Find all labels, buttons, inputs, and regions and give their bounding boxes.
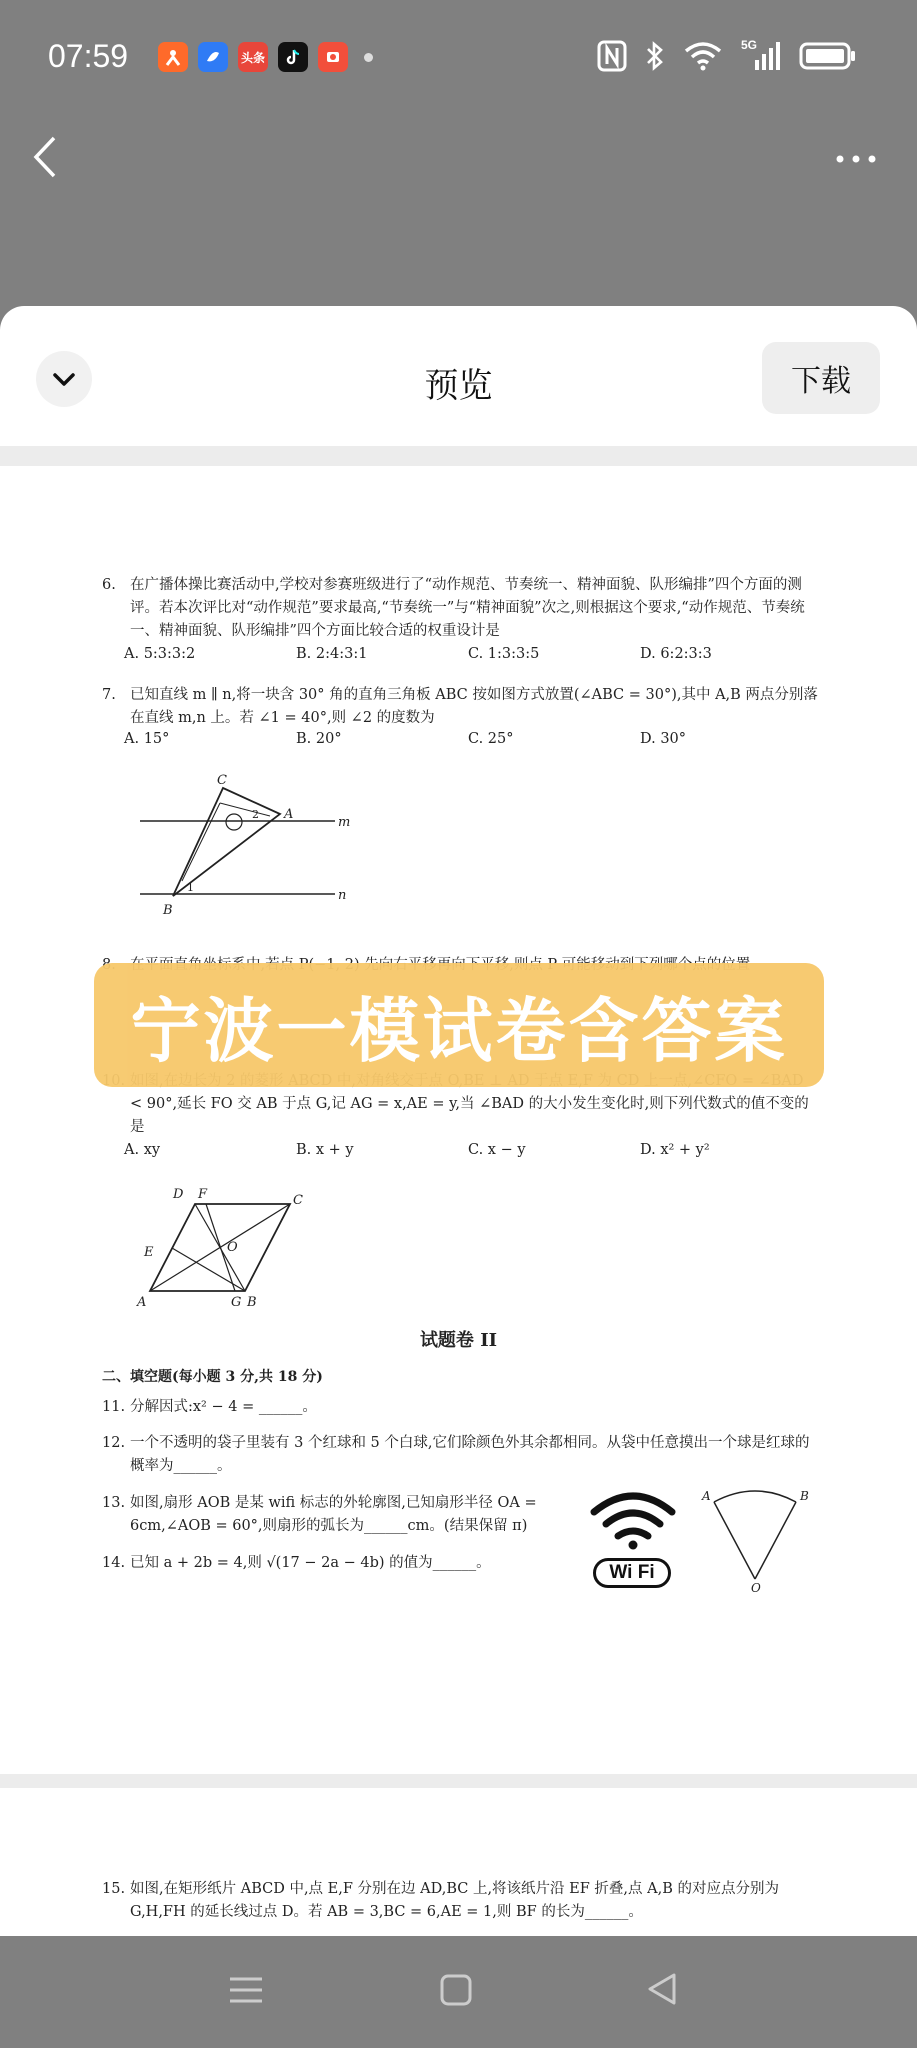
label-f: F xyxy=(198,1187,208,1202)
label-a: A xyxy=(137,1295,147,1310)
triangle-figure xyxy=(135,766,355,941)
option-c: C. 1:3:3:5 xyxy=(468,646,540,662)
home-button[interactable] xyxy=(440,1974,472,2010)
label-n: n xyxy=(338,888,347,903)
clock: 07:59 xyxy=(48,38,129,74)
back-button[interactable] xyxy=(30,132,60,186)
network-type-label: 5G xyxy=(741,38,758,52)
label-d: D xyxy=(173,1187,184,1202)
wifi-icon xyxy=(588,1488,678,1550)
label-angle-1: 1 xyxy=(187,881,194,894)
label-e: E xyxy=(144,1245,154,1260)
label-g: G xyxy=(231,1295,242,1310)
more-notifications-dot xyxy=(364,53,373,62)
question-number: 14. xyxy=(102,1555,126,1571)
app-icon-2 xyxy=(198,42,228,72)
app-icon-5 xyxy=(318,42,348,72)
option-a: A. xy xyxy=(124,1142,161,1158)
download-button[interactable]: 下载 xyxy=(762,342,880,414)
option-a: A. 15° xyxy=(124,731,170,747)
question-text: 已知直线 m ∥ n,将一块含 30° 角的直角三角板 ABC 按如图方式放置(∠ABC = 30°),其中 A,B 两点分别落在直线 m,n 上。若 ∠1 = 40°,则 ∠2 的度数为 xyxy=(130,687,818,726)
app-icon-toutiao: 头条 xyxy=(238,42,268,72)
question-number: 12. xyxy=(102,1435,126,1451)
wifi-badge xyxy=(593,1558,671,1588)
preview-sheet xyxy=(0,306,917,1936)
nfc-icon xyxy=(597,40,627,72)
wifi-icon xyxy=(683,41,723,71)
label-a: A xyxy=(702,1489,711,1503)
recent-apps-button[interactable] xyxy=(228,1974,264,2010)
option-c: C. x − y xyxy=(468,1142,526,1158)
label-b: B xyxy=(163,903,173,918)
cellular-signal-icon xyxy=(741,40,781,72)
question-number: 15. xyxy=(102,1881,126,1897)
label-o: O xyxy=(751,1581,761,1594)
label-c: C xyxy=(293,1193,303,1208)
system-status-icons xyxy=(597,40,857,72)
square-icon xyxy=(440,1974,472,2006)
promo-banner xyxy=(94,963,824,1087)
option-b: B. 2:4:3:1 xyxy=(296,646,368,662)
app-icon-1 xyxy=(158,42,188,72)
label-m: m xyxy=(338,815,351,830)
notification-app-icons xyxy=(158,42,373,72)
document-viewer[interactable] xyxy=(0,446,917,1936)
question-text: 分解因式:x² − 4 = ______。 xyxy=(130,1399,317,1415)
status-bar xyxy=(0,0,917,120)
back-nav-button[interactable] xyxy=(646,1972,678,2010)
wifi-label: Wi Fi xyxy=(609,1562,655,1583)
question-number: 11. xyxy=(102,1399,126,1415)
app-icon-douyin xyxy=(278,42,308,72)
battery-icon xyxy=(799,41,857,71)
top-navigation xyxy=(0,120,917,308)
option-a: A. 5:3:3:2 xyxy=(124,646,196,662)
question-number: 6. xyxy=(102,577,116,593)
label-b: B xyxy=(800,1489,809,1503)
question-text: 如图,扇形 AOB 是某 wifi 标志的外轮廓图,已知扇形半径 OA = 6cm,∠AOB = 60°,则扇形的弧长为______cm。(结果保留 π) xyxy=(130,1495,537,1534)
document-page xyxy=(0,1788,917,1936)
triangle-back-icon xyxy=(646,1972,678,2006)
label-c: C xyxy=(217,773,227,788)
more-options-button[interactable] xyxy=(835,150,877,169)
question-text: 已知 a + 2b = 4,则 √(17 − 2a − 4b) 的值为______。 xyxy=(130,1555,491,1571)
menu-icon xyxy=(228,1974,264,2006)
sheet-header xyxy=(0,306,917,446)
question-text: 在广播体操比赛活动中,学校对参赛班级进行了“动作规范、节奏统一、精神面貌、队形编排”四个方面的测评。若本次评比对“动作规范”要求最高,“节奏统一”与“精神面貌”次之,则根据这个要求,“动作规范、节奏统一、精神面貌、队形编排”四个方面比较合适的权重设计是 xyxy=(130,577,805,639)
chevron-left-icon xyxy=(30,132,60,182)
label-o: O xyxy=(227,1240,238,1255)
option-d: D. x² + y² xyxy=(640,1142,710,1158)
bluetooth-icon xyxy=(645,40,665,72)
option-b: B. x + y xyxy=(296,1142,354,1158)
option-d: D. 30° xyxy=(640,731,687,747)
section-title: 试题卷 II xyxy=(419,1330,498,1351)
label-b: B xyxy=(247,1295,257,1310)
rhombus-figure xyxy=(135,1176,315,1311)
question-text: < 90°,延长 FO 交 AB 于点 G,记 AG = x,AE = y,当 ∠BAD 的大小发生变化时,则下列代数式的值不变的是 xyxy=(130,1096,809,1135)
sheet-title: 预览 xyxy=(424,366,493,406)
label-a: A xyxy=(284,807,294,822)
banner-text: 宁波一模试卷含答案 xyxy=(130,989,788,1072)
option-c: C. 25° xyxy=(468,731,514,747)
question-number: 7. xyxy=(102,687,116,703)
label-angle-2: 2 xyxy=(252,808,259,821)
sector-figure xyxy=(700,1484,820,1594)
fill-in-section-heading: 二、填空题(每小题 3 分,共 18 分) xyxy=(102,1369,323,1385)
document-page xyxy=(0,466,917,1774)
option-b: B. 20° xyxy=(296,731,342,747)
question-text: 如图,在矩形纸片 ABCD 中,点 E,F 分别在边 AD,BC 上,将该纸片沿 EF 折叠,点 A,B 的对应点分别为 G,H,FH 的延长线过点 D。若 AB = 3,BC = 6,AE = 1,则 BF 的长为______。 xyxy=(130,1881,779,1920)
more-dots-icon xyxy=(835,153,877,165)
wifi-logo xyxy=(588,1488,678,1590)
system-navigation-bar xyxy=(0,1936,917,2048)
question-text: 一个不透明的袋子里装有 3 个红球和 5 个白球,它们除颜色外其余都相同。从袋中任意摸出一个球是红球的概率为______。 xyxy=(130,1435,810,1474)
option-d: D. 6:2:3:3 xyxy=(640,646,712,662)
question-number: 13. xyxy=(102,1495,126,1511)
